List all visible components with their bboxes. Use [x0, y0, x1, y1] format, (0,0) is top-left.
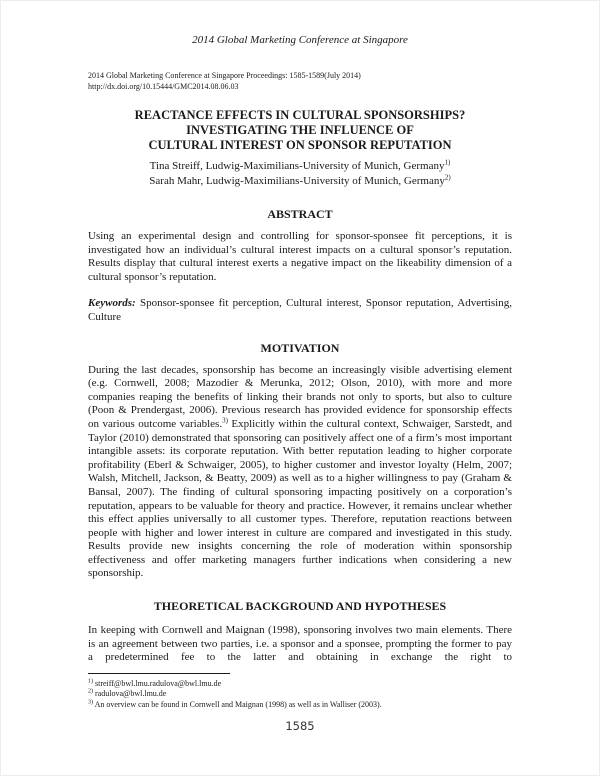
- footnote-3-mark: 3): [88, 699, 93, 706]
- motivation-text-after-note: Explicitly within the cultural context, Schwaiger, Sarstedt, and Taylor (2010) demonstrated that sponsoring can positively affect one of a firm’s most important intangible assets: its corporate reputation. With better reputation leading to higher corporate profitability (Eberl & Schwaiger, 2005), to higher customer and investor loyalty (Helm, 2007; Walsh, Mitchell, Jackson, & Beatty, 2009) as well as to a higher willingness to pay (Graham & Bansal, 2007). The finding of cultural sponsoring impacting positively on a corporation’s reputation, appears to be valuable for theory and practice. However, it remains unclear whether this effect applies universally to all customer types. Therefore, reputation reactions between people with higher and lower interest in culture are compared and investigated in this study. Results provide new insights concerning the role of moderation within sponsorship effectiveness and offer marketing managers further indications when considering a new sponsorship.: [88, 417, 513, 580]
- keywords-label: Keywords:: [88, 297, 136, 310]
- title-line-3: CULTURAL INTEREST ON SPONSOR REPUTATION: [148, 138, 452, 152]
- paper-title: [88, 108, 512, 153]
- keywords-paragraph: [88, 297, 512, 324]
- author-line-1: [88, 159, 512, 174]
- footnote-3-text: An overview can be found in Cornwell and Maignan (1998) as well as in Walliser (2003).: [94, 699, 382, 709]
- motivation-text-before-note: During the last decades, sponsorship has become an increasingly visible advertising element (e.g. Cornwell, 2008; Mazodier & Merunka, 2012; Olson, 2010), with more and more companies reaping the benefits of linking their brands not only to sports, but also to culture (Poon & Prendergast, 2006). Previous research has provided evidence for sponsorship effects on various outcome variables.: [88, 363, 512, 430]
- author-block: [88, 159, 512, 189]
- author-1-footnote-ref: 1): [444, 158, 451, 167]
- footnote-2-text: radulova@bwl.lmu.de: [95, 689, 167, 699]
- abstract-paragraph: Using an experimental design and controlling for sponsor-sponsee fit perceptions, it is investigated how an individual’s cultural interest impacts on a cultural sponsor’s reputation. Results display that cultural interest exerts a negative impact on the likeability dimension of a cultural sponsor’s reputation.: [88, 230, 512, 283]
- motivation-heading: MOTIVATION: [260, 340, 340, 355]
- proceedings-citation: 2014 Global Marketing Conference at Singapore Proceedings: 1585-1589(July 2014): [88, 71, 361, 80]
- doi-text: http://dx.doi.org/10.15444/GMC2014.08.06.03: [88, 81, 239, 91]
- author-1-name: Tina Streiff, Ludwig-Maximilians-University of Munich, Germany: [149, 160, 445, 172]
- running-header: 2014 Global Marketing Conference at Singapore: [192, 34, 408, 46]
- title-line-1: REACTANCE EFFECTS IN CULTURAL SPONSORSHIPS?: [134, 108, 466, 122]
- footnote-2-mark: 2): [88, 688, 93, 695]
- page-number: 1585: [285, 719, 315, 734]
- title-line-2: INVESTIGATING THE INFLUENCE OF: [186, 123, 414, 137]
- footnote-1-text: streiff@bwl.lmu.radulova@bwl.lmu.de: [95, 678, 222, 688]
- footnote-1-mark: 1): [88, 678, 93, 685]
- author-line-2: [88, 174, 512, 189]
- footnote-separator: [88, 673, 230, 674]
- keywords-text: Sponsor-sponsee fit perception, Cultural interest, Sponsor reputation, Advertising, Culture: [88, 297, 512, 323]
- author-2-footnote-ref: 2): [444, 173, 451, 182]
- author-2-name: Sarah Mahr, Ludwig-Maximilians-University of Munich, Germany: [149, 175, 445, 187]
- theory-paragraph: In keeping with Cornwell and Maignan (1998), sponsoring involves two main elements. There is an agreement between two parties, i.e. a sponsor and a sponsee, prompting the former to pay a predetermined fee to the latter and obtaining in exchange the right to: [88, 624, 512, 664]
- footnote-1: [88, 679, 512, 690]
- footnote-2: [88, 689, 512, 700]
- proceedings-block: [88, 71, 512, 92]
- footnote-3-ref: 3): [222, 416, 228, 425]
- theory-heading: THEORETICAL BACKGROUND AND HYPOTHESES: [153, 599, 447, 614]
- motivation-paragraph: [88, 364, 512, 582]
- abstract-heading: ABSTRACT: [267, 207, 333, 221]
- footnote-3: [88, 700, 512, 711]
- footnotes-block: [88, 679, 512, 711]
